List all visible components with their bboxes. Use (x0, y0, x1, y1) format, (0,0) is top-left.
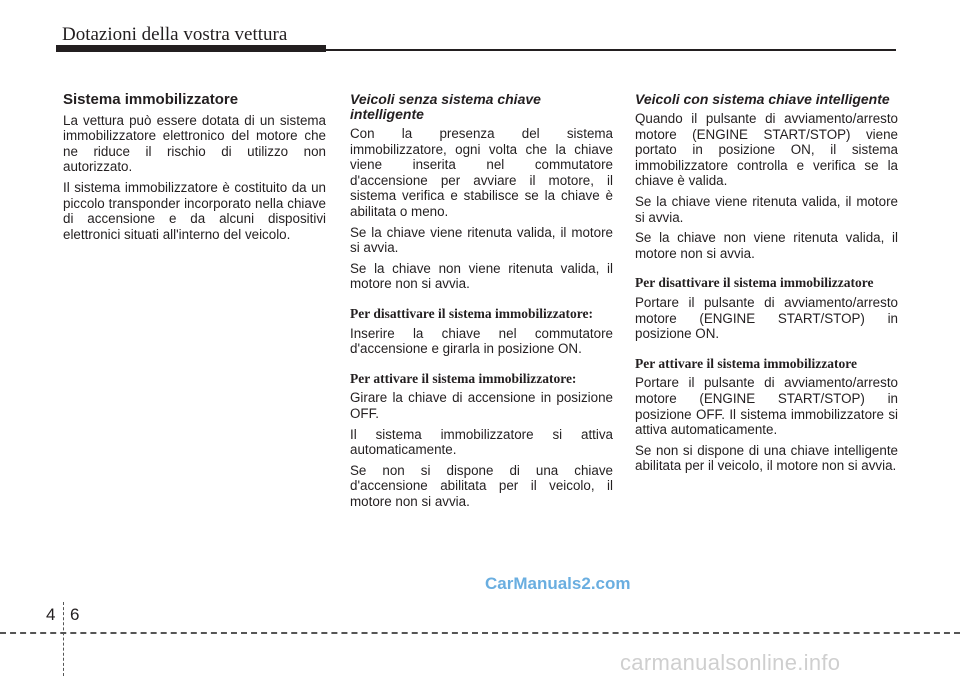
paragraph: Portare il pulsante di avviamento/arresto motore (ENGINE START/STOP) in posizione ON. (635, 294, 898, 342)
paragraph: Girare la chiave di accensione in posizione OFF. (350, 390, 613, 421)
subsection-heading: Veicoli senza sistema chiave intelligente (350, 91, 541, 122)
paragraph: Se non si dispone di una chiave d'accensione abilitata per il veicolo, il motore non si avvia. (350, 462, 613, 509)
header-rule-thick (56, 45, 326, 52)
footer-divider (63, 602, 64, 676)
paragraph: Se non si dispone di una chiave intelligente abilitata per il veicolo, il motore non si avvia. (635, 442, 898, 474)
page-number: 6 (70, 605, 80, 624)
column-without-smart-key (350, 92, 613, 514)
paragraph: Se la chiave viene ritenuta valida, il motore si avvia. (635, 193, 898, 225)
watermark-link[interactable]: CarManuals2.com (485, 574, 631, 593)
footer-rule (0, 632, 960, 634)
paragraph: Se la chiave non viene ritenuta valida, il motore non si avvia. (635, 230, 898, 261)
paragraph: Portare il pulsante di avviamento/arresto motore (ENGINE START/STOP) in posizione OFF. Il sistema immobilizzatore si attiva automaticamente. (635, 375, 898, 438)
paragraph: Quando il pulsante di avviamento/arresto motore (ENGINE START/STOP) viene portato in posizione ON, il sistema immobilizzatore controlla e verifica se la chiave è valida. (635, 111, 898, 189)
paragraph: Il sistema immobilizzatore si attiva automaticamente. (350, 426, 613, 458)
subsection-heading: Veicoli con sistema chiave intelligente (635, 91, 890, 107)
disable-heading: Per disattivare il sistema immobilizzatore (635, 275, 874, 291)
paragraph: Il sistema immobilizzatore è costituito da un piccolo transponder incorporato nella chiave di accensione e da alcuni dispositivi elettronici situati all'interno del veicolo. (63, 179, 326, 242)
enable-heading: Per attivare il sistema immobilizzatore (635, 355, 857, 371)
paragraph: Inserire la chiave nel commutatore d'accensione e girarla in posizione ON. (350, 325, 613, 357)
section-heading: Sistema immobilizzatore (63, 91, 239, 108)
paragraph: Se la chiave viene ritenuta valida, il motore si avvia. (350, 224, 613, 256)
page-title: Dotazioni della vostra vettura (62, 24, 288, 45)
site-watermark: carmanualsonline.info (620, 650, 841, 675)
disable-heading: Per disattivare il sistema immobilizzatore: (350, 305, 593, 321)
column-immobilizer-intro (63, 92, 326, 247)
enable-heading: Per attivare il sistema immobilizzatore: (350, 370, 577, 386)
column-with-smart-key (635, 92, 898, 479)
header-rule-thin (326, 49, 896, 51)
paragraph: Se la chiave non viene ritenuta valida, il motore non si avvia. (350, 260, 613, 292)
section-number: 4 (46, 605, 56, 624)
paragraph: La vettura può essere dotata di un sistema immobilizzatore elettronico del motore che ne riduce il rischio di utilizzo non autorizzato. (63, 112, 326, 175)
paragraph: Con la presenza del sistema immobilizzatore, ogni volta che la chiave viene inserita nel commutatore d'accensione per avviare il motore, il sistema verifica e stabilisce se la chiave è abilitata o meno. (350, 126, 613, 219)
